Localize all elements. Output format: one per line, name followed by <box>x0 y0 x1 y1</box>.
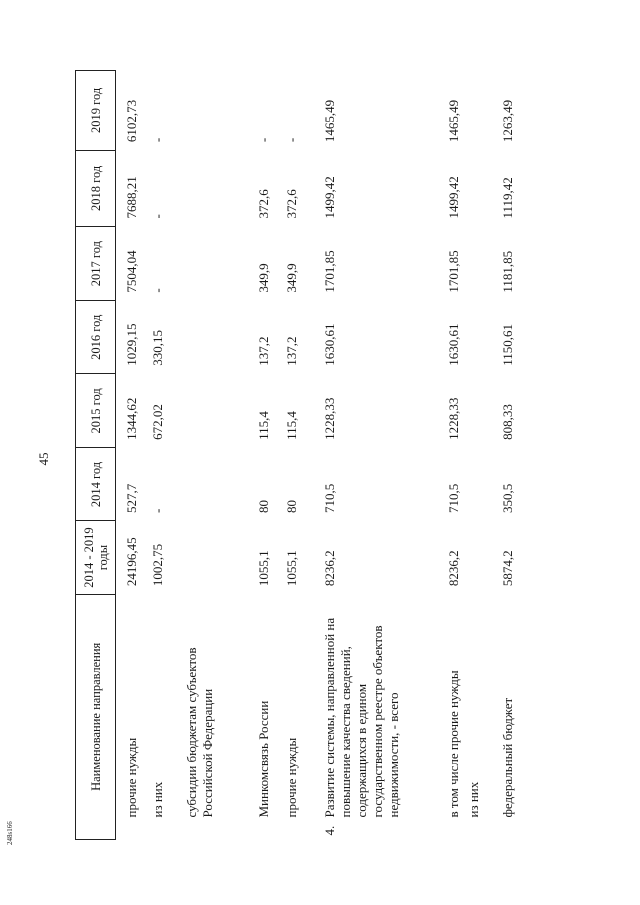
row-label: федеральный бюджет <box>499 697 515 818</box>
value-cell <box>466 71 500 151</box>
row-name-cell <box>284 594 318 839</box>
value-cell: 1055,1 <box>283 550 299 587</box>
header-name: Наименование направления <box>76 594 116 839</box>
header-2019: 2019 год <box>76 71 116 151</box>
header-2015: 2015 год <box>76 374 116 448</box>
value-cell: 1465,49 <box>321 99 337 143</box>
row-name-cell <box>250 594 284 839</box>
value-cell <box>466 374 500 448</box>
row-name-cell <box>466 594 500 839</box>
value-cell: 1181,85 <box>499 250 515 293</box>
value-cell <box>184 71 250 151</box>
value-cell: 527,7 <box>124 483 139 513</box>
header-2014: 2014 год <box>76 448 116 521</box>
value-cell: - <box>149 137 165 143</box>
value-cell: 137,2 <box>255 336 271 366</box>
value-cell: 7688,21 <box>124 176 139 219</box>
row-number: 4. <box>321 825 337 836</box>
header-2018: 2018 год <box>76 150 116 226</box>
value-cell: 1630,61 <box>445 323 461 366</box>
value-cell: 1630,61 <box>321 323 337 366</box>
header-2017: 2017 год <box>76 227 116 301</box>
value-cell: 1002,75 <box>149 543 165 587</box>
value-cell: 1228,33 <box>445 397 461 440</box>
value-cell: 1055,1 <box>255 550 271 587</box>
value-cell: 24196,45 <box>124 537 139 587</box>
value-cell: 5874,2 <box>499 550 515 587</box>
value-cell: 137,2 <box>283 336 299 366</box>
value-cell <box>466 448 500 521</box>
value-cell: 710,5 <box>321 483 337 513</box>
row-number <box>150 818 166 836</box>
value-cell: 1344,62 <box>124 397 139 440</box>
row-label: прочие нужды <box>124 737 139 818</box>
value-cell: 1499,42 <box>321 176 337 219</box>
row-label: прочие нужды <box>283 737 299 818</box>
row-label: из них <box>465 781 481 818</box>
rotated-table-area <box>75 70 535 840</box>
value-cell: 672,02 <box>149 404 165 440</box>
row-name-cell <box>116 594 150 839</box>
value-cell: 350,5 <box>499 483 515 513</box>
table-row <box>466 71 500 840</box>
table-row <box>284 71 318 840</box>
table-row <box>184 71 250 840</box>
value-cell: 1701,85 <box>321 250 337 293</box>
value-cell: 330,15 <box>149 330 165 366</box>
value-cell <box>466 521 500 594</box>
value-cell: 7504,04 <box>124 250 139 293</box>
table-row <box>500 71 534 840</box>
value-cell: 8236,2 <box>321 550 337 587</box>
row-number <box>184 818 216 836</box>
value-cell <box>184 301 250 374</box>
row-number <box>466 818 482 836</box>
value-cell: 1228,33 <box>321 397 337 440</box>
table-row <box>150 71 184 840</box>
table-row <box>318 71 432 840</box>
row-label: в том числе прочие нужды <box>445 670 461 818</box>
row-label: из них <box>149 781 165 818</box>
value-cell: 1465,49 <box>445 99 461 143</box>
budget-table <box>75 70 534 840</box>
value-cell: - <box>255 137 271 143</box>
value-cell <box>466 301 500 374</box>
value-cell: 710,5 <box>445 483 461 513</box>
row-number <box>124 818 140 836</box>
value-cell <box>184 227 250 301</box>
row-label: субсидии бюджетам субъектов Российской Федерации <box>183 647 215 818</box>
row-name-cell <box>150 594 184 839</box>
value-cell: 349,9 <box>255 263 271 293</box>
value-cell: 115,4 <box>255 411 271 440</box>
value-cell: 1029,15 <box>124 323 139 366</box>
value-cell: 8236,2 <box>445 550 461 587</box>
header-total: 2014 - 2019 годы <box>76 521 116 594</box>
row-number <box>256 818 272 836</box>
row-name-cell <box>432 594 466 839</box>
value-cell: 1119,42 <box>499 177 515 219</box>
value-cell: 349,9 <box>283 263 299 293</box>
table-header-row <box>76 71 116 840</box>
row-number <box>284 818 300 836</box>
value-cell <box>466 150 500 226</box>
value-cell <box>184 374 250 448</box>
value-cell: 1499,42 <box>445 176 461 219</box>
value-cell: 1150,61 <box>499 323 515 366</box>
value-cell: - <box>149 288 165 293</box>
value-cell <box>184 521 250 594</box>
value-cell: 80 <box>283 500 299 513</box>
table-row <box>432 71 466 840</box>
row-name-cell <box>184 594 250 839</box>
value-cell: 372,6 <box>283 189 299 219</box>
value-cell <box>184 150 250 226</box>
table-row <box>116 71 150 840</box>
value-cell <box>466 227 500 301</box>
row-label: Минкомсвязь России <box>255 700 271 818</box>
value-cell: 808,33 <box>499 404 515 440</box>
value-cell: - <box>149 214 165 219</box>
footer-code: 248s166 <box>6 821 14 845</box>
row-name-cell <box>318 594 432 839</box>
row-name-cell <box>500 594 534 839</box>
page-number: 45 <box>36 452 51 466</box>
value-cell: - <box>283 137 299 143</box>
value-cell: 80 <box>255 500 271 513</box>
value-cell <box>184 448 250 521</box>
value-cell: 6102,73 <box>124 99 139 143</box>
row-number <box>446 818 462 836</box>
value-cell: 115,4 <box>283 411 299 440</box>
row-label: Развитие системы, направленной на повышение качества сведений, содержащихся в едином государственном реестре объектов недвижимости, - всего <box>321 617 401 818</box>
value-cell: 1263,49 <box>499 99 515 143</box>
value-cell: 372,6 <box>255 189 271 219</box>
table-row <box>250 71 284 840</box>
value-cell: 1701,85 <box>445 250 461 293</box>
value-cell: - <box>149 508 165 513</box>
header-2016: 2016 год <box>76 301 116 374</box>
row-number <box>500 818 516 836</box>
